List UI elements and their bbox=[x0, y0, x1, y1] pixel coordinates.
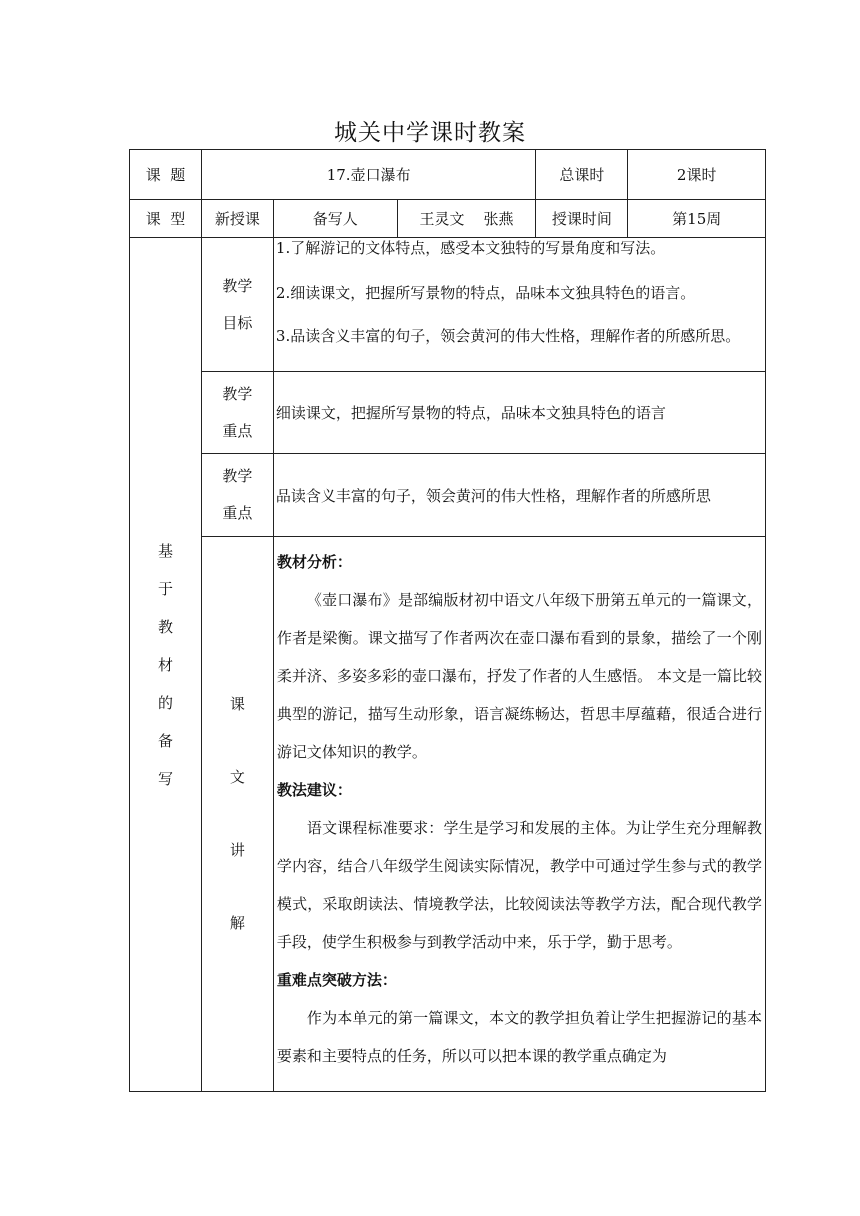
breakthrough-heading: 重难点突破方法： bbox=[276, 971, 397, 989]
row-type bbox=[130, 200, 766, 238]
row-key-point bbox=[130, 372, 766, 454]
objective-item: 2.细读课文，把握所写景物的特点，品味本文独具特色的语言。 bbox=[275, 284, 696, 302]
side-label bbox=[130, 238, 202, 1092]
label-type: 课 型 bbox=[130, 200, 202, 238]
objectives-list bbox=[273, 238, 765, 372]
side-char: 材 bbox=[157, 655, 173, 674]
label-teach-time: 授课时间 bbox=[536, 200, 628, 238]
key-point-label: 教学 重点 bbox=[201, 372, 273, 454]
method-text: 语文课程标准要求：学生是学习和发展的主体。为让学生充分理解教学内容，结合八年级学生阅读实际情况，教学中可通过学生参与式的教学模式，采取朗读法、情境教学法，比较阅读法等教学方法，配合现代教学手段，使学生积极参与到教学活动中来，乐于学，勤于思考。 bbox=[276, 819, 762, 951]
side-char: 写 bbox=[157, 769, 173, 788]
lecture-label: 课 文 讲 解 bbox=[201, 537, 273, 1092]
difficult-point-text: 品读含义丰富的句子，领会黄河的伟大性格，理解作者的所感所思 bbox=[273, 454, 765, 537]
analysis-heading: 教材分析： bbox=[276, 553, 352, 571]
method-heading: 教法建议： bbox=[276, 781, 352, 799]
row-topic bbox=[130, 150, 766, 200]
row-objectives bbox=[130, 238, 766, 372]
label-author: 备写人 bbox=[273, 200, 397, 238]
page-title: 城关中学课时教案 bbox=[334, 120, 526, 146]
lesson-plan-table bbox=[129, 149, 766, 1092]
difficult-point-label: 教学 重点 bbox=[201, 454, 273, 537]
label-total-hours: 总课时 bbox=[536, 150, 628, 200]
topic-value: 17.壶口瀑布 bbox=[201, 150, 535, 200]
row-difficult-point bbox=[130, 454, 766, 537]
side-char: 备 bbox=[157, 731, 173, 750]
objective-item: 3.品读含义丰富的句子，领会黄河的伟大性格，理解作者的所感所思。 bbox=[275, 327, 741, 345]
objectives-label: 教学 目标 bbox=[201, 238, 273, 372]
side-char: 教 bbox=[157, 617, 173, 636]
teach-time-value: 第15周 bbox=[628, 200, 766, 238]
side-char: 的 bbox=[157, 693, 173, 712]
row-lecture bbox=[130, 537, 766, 1092]
side-char: 基 bbox=[157, 541, 173, 560]
label-topic: 课 题 bbox=[130, 150, 202, 200]
type-value: 新授课 bbox=[201, 200, 273, 238]
side-char: 于 bbox=[157, 579, 173, 598]
analysis-text: 《壶口瀑布》是部编版材初中语文八年级下册第五单元的一篇课文，作者是梁衡。课文描写了作者两次在壶口瀑布看到的景象，描绘了一个刚柔并济、多姿多彩的壶口瀑布，抒发了作者的人生感悟。 本文是一篇比较典型的游记，描写生动形象，语言凝练畅达，哲思丰厚蕴藉，很适合进行游记文体知识的教学。 bbox=[276, 591, 762, 761]
authors-value: 王灵文 张燕 bbox=[397, 200, 536, 238]
objective-item: 1.了解游记的文体特点，感受本文独特的写景角度和写法。 bbox=[275, 239, 666, 257]
breakthrough-text: 作为本单元的第一篇课文，本文的教学担负着让学生把握游记的基本要素和主要特点的任务，所以可以把本课的教学重点确定为 bbox=[276, 1009, 762, 1065]
key-point-text: 细读课文，把握所写景物的特点，品味本文独具特色的语言 bbox=[273, 372, 765, 454]
lecture-content bbox=[273, 537, 765, 1092]
total-hours-value: 2课时 bbox=[628, 150, 766, 200]
